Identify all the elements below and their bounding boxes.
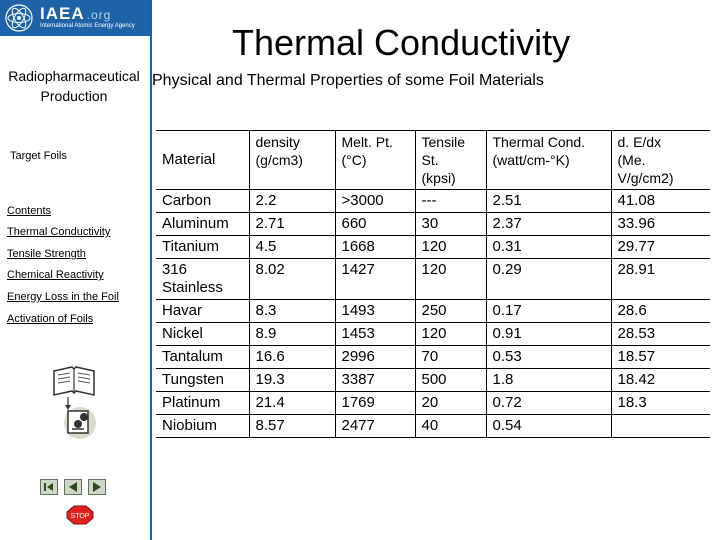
organization-name: Radiopharmaceutical Production xyxy=(8,68,140,104)
header-melting-point: Melt. Pt. (°C) xyxy=(335,131,415,190)
table-cell-material: Tungsten xyxy=(156,369,249,392)
iaea-logo[interactable] xyxy=(0,0,152,36)
table-cell-material: Platinum xyxy=(156,392,249,415)
section-title: Target Foils xyxy=(10,150,67,162)
table-cell-dedx: 28.53 xyxy=(611,323,710,346)
page-title: Thermal Conductivity xyxy=(232,22,571,63)
table-cell-density: 8.3 xyxy=(249,300,335,323)
table-cell-dedx: 29.77 xyxy=(611,236,710,259)
table-cell-density: 8.02 xyxy=(249,259,335,300)
table-cell-dedx xyxy=(611,415,710,438)
table-row xyxy=(156,323,710,346)
table-cell-material: Niobium xyxy=(156,415,249,438)
table-cell-melt: >3000 xyxy=(335,190,415,213)
header-density: density (g/cm3) xyxy=(249,131,335,190)
table-cell-melt: 1769 xyxy=(335,392,415,415)
table-cell-material: 316 Stainless xyxy=(156,259,249,300)
slide-navigation xyxy=(40,479,110,495)
table-cell-thermal: 0.29 xyxy=(486,259,611,300)
table-cell-thermal: 0.72 xyxy=(486,392,611,415)
table-cell-thermal: 0.91 xyxy=(486,323,611,346)
nav-link-activation-of-foils[interactable]: Activation of Foils xyxy=(7,313,94,325)
table-cell-dedx: 28.91 xyxy=(611,259,710,300)
table-cell-tensile: 120 xyxy=(415,323,486,346)
table-cell-tensile: 20 xyxy=(415,392,486,415)
table-cell-thermal: 0.31 xyxy=(486,236,611,259)
table-row xyxy=(156,300,710,323)
first-page-icon xyxy=(41,480,57,494)
book-computer-icon[interactable] xyxy=(50,363,98,443)
table-cell-material: Tantalum xyxy=(156,346,249,369)
properties-table xyxy=(156,130,710,438)
table-row xyxy=(156,190,710,213)
nav-link-chemical-reactivity[interactable]: Chemical Reactivity xyxy=(7,269,104,281)
table-cell-thermal: 2.51 xyxy=(486,190,611,213)
table-cell-dedx: 18.3 xyxy=(611,392,710,415)
table-cell-dedx: 18.42 xyxy=(611,369,710,392)
table-cell-density: 16.6 xyxy=(249,346,335,369)
table-row xyxy=(156,259,710,300)
table-cell-thermal: 0.53 xyxy=(486,346,611,369)
table-cell-density: 2.2 xyxy=(249,190,335,213)
table-cell-material: Nickel xyxy=(156,323,249,346)
svg-text:STOP: STOP xyxy=(70,513,90,520)
table-row xyxy=(156,346,710,369)
table-cell-dedx: 18.57 xyxy=(611,346,710,369)
table-cell-tensile: 250 xyxy=(415,300,486,323)
table-cell-density: 2.71 xyxy=(249,213,335,236)
table-cell-melt: 1668 xyxy=(335,236,415,259)
table-cell-material: Titanium xyxy=(156,236,249,259)
header-de-dx: d. E/dx (Me. V/g/cm2) xyxy=(611,131,710,190)
previous-page-icon xyxy=(65,480,81,494)
table-cell-thermal: 1.8 xyxy=(486,369,611,392)
table-row xyxy=(156,392,710,415)
iaea-emblem-icon xyxy=(4,3,34,33)
table-cell-density: 21.4 xyxy=(249,392,335,415)
table-cell-density: 8.57 xyxy=(249,415,335,438)
table-cell-material: Carbon xyxy=(156,190,249,213)
table-cell-dedx: 33.96 xyxy=(611,213,710,236)
table-cell-thermal: 2.37 xyxy=(486,213,611,236)
table-body xyxy=(156,190,710,438)
table-cell-melt: 1427 xyxy=(335,259,415,300)
table-header-row xyxy=(156,131,710,190)
first-slide-button[interactable] xyxy=(40,479,58,495)
table-cell-tensile: 40 xyxy=(415,415,486,438)
table-cell-tensile: 500 xyxy=(415,369,486,392)
table-cell-melt: 1453 xyxy=(335,323,415,346)
table-cell-thermal: 0.17 xyxy=(486,300,611,323)
next-page-icon xyxy=(89,480,105,494)
table-cell-melt: 660 xyxy=(335,213,415,236)
logo-subtitle: International Atomic Energy Agency xyxy=(40,23,135,29)
stop-icon[interactable] xyxy=(66,505,94,525)
header-material: Material xyxy=(156,131,249,190)
table-cell-melt: 1493 xyxy=(335,300,415,323)
table-cell-melt: 2477 xyxy=(335,415,415,438)
table-row xyxy=(156,415,710,438)
table-cell-dedx: 41.08 xyxy=(611,190,710,213)
table-cell-tensile: 120 xyxy=(415,259,486,300)
table-cell-melt: 3387 xyxy=(335,369,415,392)
table-cell-tensile: 30 xyxy=(415,213,486,236)
table-cell-tensile: 70 xyxy=(415,346,486,369)
previous-slide-button[interactable] xyxy=(64,479,82,495)
nav-link-tensile-strength[interactable]: Tensile Strength xyxy=(7,248,86,260)
table-cell-thermal: 0.54 xyxy=(486,415,611,438)
header-tensile-strength: Tensile St. (kpsi) xyxy=(415,131,486,190)
nav-link-contents[interactable]: Contents xyxy=(7,205,52,217)
table-row xyxy=(156,369,710,392)
table-row xyxy=(156,236,710,259)
table-cell-melt: 2996 xyxy=(335,346,415,369)
table-cell-density: 8.9 xyxy=(249,323,335,346)
header-thermal-conductivity: Thermal Cond. (watt/cm-°K) xyxy=(486,131,611,190)
table-cell-density: 19.3 xyxy=(249,369,335,392)
nav-link-thermal-conductivity[interactable]: Thermal Conductivity xyxy=(7,226,111,238)
logo-text: IAEA .org xyxy=(40,4,112,23)
next-slide-button[interactable] xyxy=(88,479,106,495)
table-row xyxy=(156,213,710,236)
table-cell-density: 4.5 xyxy=(249,236,335,259)
table-cell-dedx: 28.6 xyxy=(611,300,710,323)
table-cell-material: Havar xyxy=(156,300,249,323)
sidebar xyxy=(0,0,152,540)
table-cell-tensile: --- xyxy=(415,190,486,213)
page-subtitle: Physical and Thermal Properties of some Foil Materials xyxy=(152,72,544,89)
nav-link-energy-loss[interactable]: Energy Loss in the Foil xyxy=(7,291,119,303)
table-cell-tensile: 120 xyxy=(415,236,486,259)
table-cell-material: Aluminum xyxy=(156,213,249,236)
